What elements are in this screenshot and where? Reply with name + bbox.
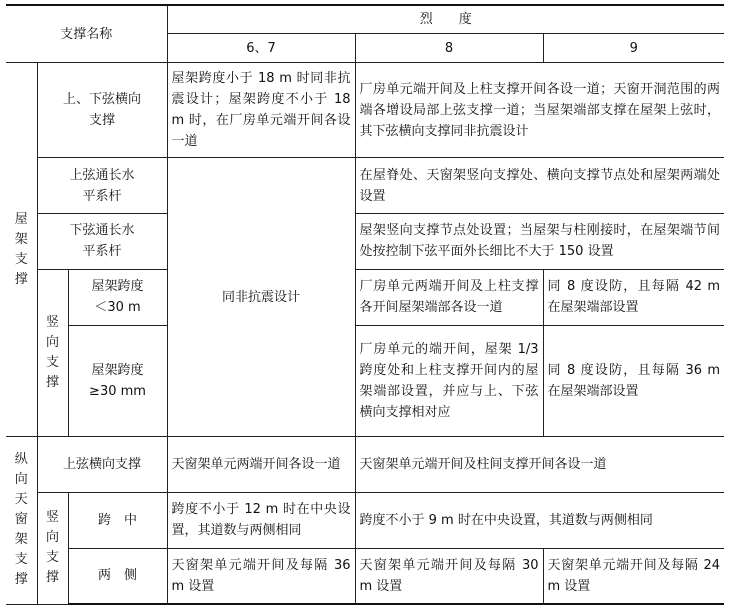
top-chord-longitudinal-name [37, 158, 167, 214]
row-vertical-ge30 [6, 325, 724, 437]
chord-transverse-name-text: 上、下弦横向支撑 [62, 92, 141, 129]
row-bottom-chord-longitudinal [6, 214, 724, 270]
skylight-mid-67: 跨度不小于 12 m 时在中央设置，其道数与两侧相同 [167, 492, 355, 548]
header-support-name: 支撑名称 [6, 5, 167, 63]
vertical-ge30-name-text: 屋架跨度≥30 mm [89, 362, 146, 399]
roof-support-label [6, 63, 37, 437]
bottom-chord-longitudinal-name [37, 214, 167, 270]
row-chord-transverse [6, 63, 724, 158]
chord-transverse-67: 屋架跨度小于 18 m 时同非抗震设计；屋架跨度不小于 18 m 时，在厂房单元端开间各设一道 [167, 63, 355, 158]
row-skylight-mid [6, 492, 724, 548]
vertical-lt30-name-text: 屋架跨度＜30 m [91, 279, 144, 316]
vertical-lt30-name [68, 269, 167, 325]
skylight-sides-name: 两 侧 [68, 548, 167, 604]
skylight-support-label [6, 437, 37, 604]
vertical-ge30-name [68, 325, 167, 437]
chord-transverse-name [37, 63, 167, 158]
roof-vertical-label-text: 竖向支撑 [45, 314, 59, 390]
row-vertical-lt30 [6, 269, 724, 325]
chord-transverse-89: 厂房单元端开间及上柱支撑开间各设一道；天窗开洞范围的两端各增设局部上弦支撑一道；当屋架端部支撑在屋架上弦时，其下弦横向支撑同非抗震设计 [355, 63, 724, 158]
bottom-chord-longitudinal-89: 屋架竖向支撑节点处设置；当屋架与柱刚接时，在屋架端节间处按控制下弦平面外长细比不大于 150 设置 [355, 214, 724, 270]
top-chord-longitudinal-name-text: 上弦通长水平系杆 [69, 167, 135, 204]
header-col-67: 6、7 [167, 34, 355, 63]
header-col-9: 9 [543, 34, 724, 63]
skylight-vertical-label-text: 竖向支撑 [45, 510, 59, 586]
skylight-support-label-text: 纵向天窗架支撑 [14, 452, 28, 588]
row-top-chord-longitudinal [6, 158, 724, 214]
top-chord-longitudinal-89: 在屋脊处、天窗架竖向支撑处、横向支撑节点处和屋架两端处设置 [355, 158, 724, 214]
roof-support-label-text: 屋架支撑 [14, 211, 28, 287]
skylight-sides-9: 天窗架单元端开间及每隔 24 m 设置 [543, 548, 724, 604]
skylight-top-chord-name: 上弦横向支撑 [37, 437, 167, 493]
skylight-sides-8: 天窗架单元端开间及每隔 30 m 设置 [355, 548, 543, 604]
row-skylight-top-chord [6, 437, 724, 493]
header-row-1 [6, 5, 724, 34]
vertical-lt30-8: 厂房单元两端开间及上柱支撑各开间屋架端部各设一道 [355, 269, 543, 325]
skylight-sides-67: 天窗架单元端开间及每隔 36 m 设置 [167, 548, 355, 604]
bottom-chord-longitudinal-name-text: 下弦通长水平系杆 [69, 223, 135, 260]
header-col-8: 8 [355, 34, 543, 63]
vertical-lt30-9: 同 8 度设防，且每隔 42 m 在屋架端部设置 [543, 269, 724, 325]
skylight-top-chord-89: 天窗架单元端开间及柱间支撑开间各设一道 [355, 437, 724, 493]
support-spec-table [6, 4, 724, 605]
skylight-top-chord-67: 天窗架单元两端开间各设一道 [167, 437, 355, 493]
row-skylight-sides [6, 548, 724, 604]
vertical-ge30-9: 同 8 度设防，且每隔 36 m 在屋架端部设置 [543, 325, 724, 437]
skylight-mid-name: 跨 中 [68, 492, 167, 548]
header-intensity: 烈 度 [167, 5, 724, 34]
roof-v67-shared: 同非抗震设计 [167, 158, 355, 437]
skylight-vertical-label [37, 492, 68, 604]
vertical-ge30-8: 厂房单元的端开间，屋架 1/3 跨度处和上柱支撑开间内的屋架端部设置，并应与上、下弦横向支撑相对应 [355, 325, 543, 437]
skylight-mid-89: 跨度不小于 9 m 时在中央设置，其道数与两侧相同 [355, 492, 724, 548]
roof-vertical-label [37, 269, 68, 436]
